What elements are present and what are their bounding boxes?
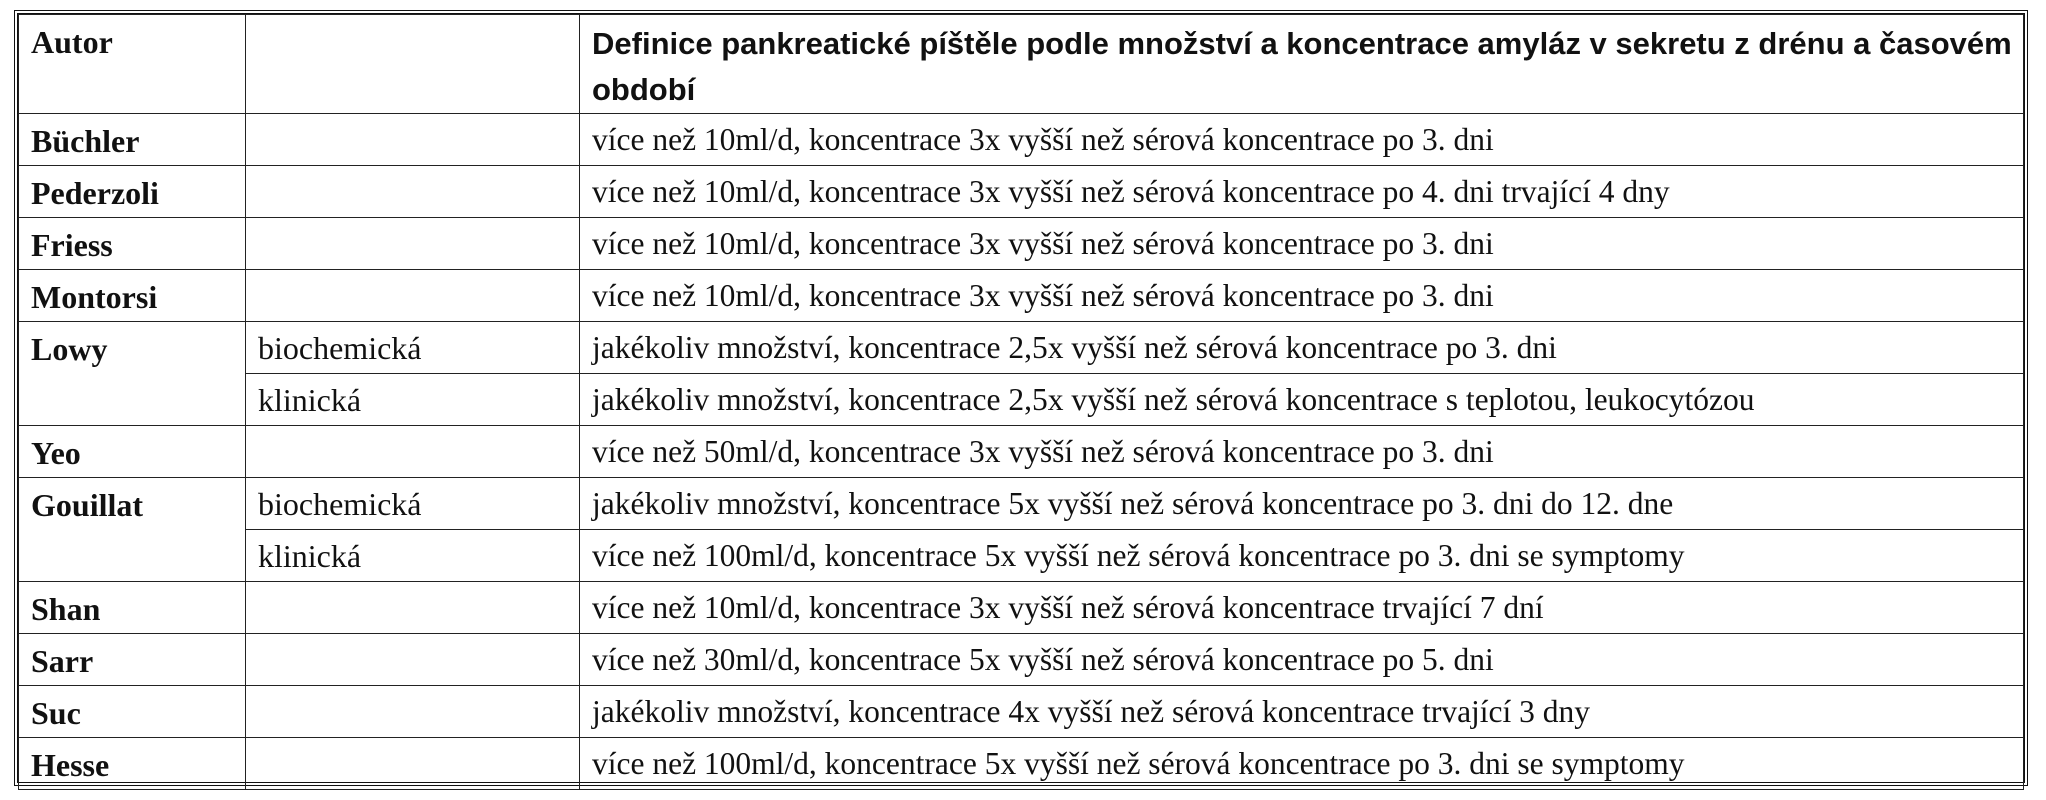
type-cell <box>246 426 580 478</box>
table-row <box>19 478 2024 530</box>
table-row <box>19 686 2024 738</box>
definition-cell: více než 100ml/d, koncentrace 5x vyšší než sérová koncentrace po 3. dni se symptomy <box>580 530 2024 582</box>
author-cell: Pederzoli <box>19 166 246 218</box>
type-cell: biochemická <box>246 478 580 530</box>
definition-cell: více než 10ml/d, koncentrace 3x vyšší než sérová koncentrace trvající 7 dní <box>580 582 2024 634</box>
header-type <box>246 15 580 114</box>
table-row <box>19 582 2024 634</box>
type-cell <box>246 114 580 166</box>
type-cell <box>246 738 580 790</box>
author-cell: Yeo <box>19 426 246 478</box>
type-cell <box>246 582 580 634</box>
author-cell: Montorsi <box>19 270 246 322</box>
table-row <box>19 218 2024 270</box>
author-cell: Friess <box>19 218 246 270</box>
type-cell: biochemická <box>246 322 580 374</box>
author-cell: Suc <box>19 686 246 738</box>
definition-cell: více než 10ml/d, koncentrace 3x vyšší než sérová koncentrace po 3. dni <box>580 218 2024 270</box>
definition-cell: více než 10ml/d, koncentrace 3x vyšší než sérová koncentrace po 3. dni <box>580 270 2024 322</box>
definition-cell: více než 30ml/d, koncentrace 5x vyšší než sérová koncentrace po 5. dni <box>580 634 2024 686</box>
type-cell <box>246 218 580 270</box>
table-row <box>19 634 2024 686</box>
table-row <box>19 270 2024 322</box>
definition-cell: jakékoliv množství, koncentrace 2,5x vyšší než sérová koncentrace s teplotou, leukocytózou <box>580 374 2024 426</box>
definition-cell: více než 100ml/d, koncentrace 5x vyšší než sérová koncentrace po 3. dni se symptomy <box>580 738 2024 790</box>
author-cell: Büchler <box>19 114 246 166</box>
table-frame <box>14 10 2028 786</box>
author-cell: Hesse <box>19 738 246 790</box>
type-cell <box>246 270 580 322</box>
definition-cell: jakékoliv množství, koncentrace 4x vyšší než sérová koncentrace trvající 3 dny <box>580 686 2024 738</box>
definition-cell: jakékoliv množství, koncentrace 2,5x vyšší než sérová koncentrace po 3. dni <box>580 322 2024 374</box>
type-cell: klinická <box>246 530 580 582</box>
type-cell <box>246 634 580 686</box>
table-header-row <box>19 15 2024 114</box>
author-cell: Gouillat <box>19 478 246 582</box>
table-row <box>19 426 2024 478</box>
table-row <box>19 114 2024 166</box>
author-cell: Sarr <box>19 634 246 686</box>
header-definition: Definice pankreatické píštěle podle množství a koncentrace amyláz v sekretu z drénu a časovém období <box>580 15 2024 114</box>
author-cell: Lowy <box>19 322 246 426</box>
table-row <box>19 530 2024 582</box>
type-cell <box>246 166 580 218</box>
pancreatic-fistula-definitions-table <box>18 14 2024 790</box>
table-row <box>19 322 2024 374</box>
author-cell: Shan <box>19 582 246 634</box>
table-row <box>19 738 2024 790</box>
table-row <box>19 166 2024 218</box>
type-cell <box>246 686 580 738</box>
header-author: Autor <box>19 15 246 114</box>
definition-cell: více než 10ml/d, koncentrace 3x vyšší než sérová koncentrace po 3. dni <box>580 114 2024 166</box>
type-cell: klinická <box>246 374 580 426</box>
definition-cell: více než 50ml/d, koncentrace 3x vyšší než sérová koncentrace po 3. dni <box>580 426 2024 478</box>
table-row <box>19 374 2024 426</box>
definition-cell: více než 10ml/d, koncentrace 3x vyšší než sérová koncentrace po 4. dni trvající 4 dny <box>580 166 2024 218</box>
definition-cell: jakékoliv množství, koncentrace 5x vyšší než sérová koncentrace po 3. dni do 12. dne <box>580 478 2024 530</box>
